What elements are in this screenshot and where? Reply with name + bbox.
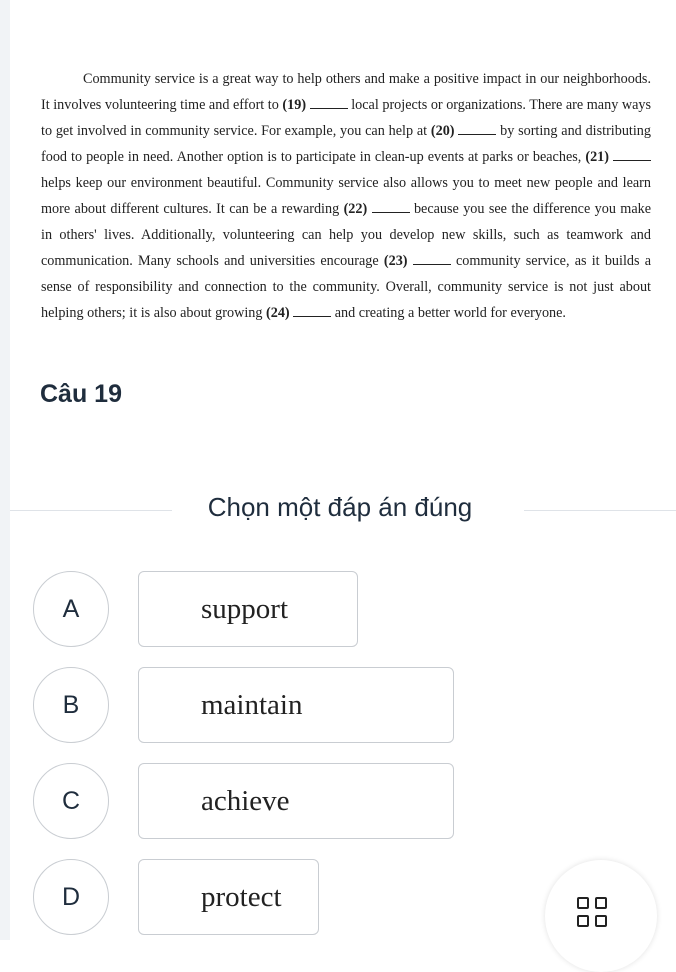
question-grid-button[interactable]	[545, 860, 657, 972]
option-a-button[interactable]: support	[138, 571, 358, 647]
blank-24	[293, 304, 331, 317]
option-c-button[interactable]: achieve	[138, 763, 454, 839]
option-b-button[interactable]: maintain	[138, 667, 454, 743]
reading-passage	[41, 66, 651, 326]
passage-text: community service, as it builds a sense of responsibility and connection to the community. Overall, community service is not just about helping others; it is also about growing	[41, 253, 652, 321]
passage-text: by sorting and distributing food to people in need. Another option is to participate in clean-up events at parks or beaches,	[41, 123, 651, 165]
blank-number-23: (23)	[383, 253, 408, 269]
blank-number-21: (21)	[585, 149, 609, 165]
instruction-text: Chọn một đáp án đúng	[207, 492, 473, 522]
blank-number-24: (24)	[266, 305, 290, 321]
option-d-letter[interactable]: D	[33, 859, 109, 935]
blank-number-20: (20)	[430, 123, 455, 139]
grid-icon	[577, 897, 613, 933]
option-d-button[interactable]: protect	[138, 859, 319, 935]
passage-text: helps keep our environment beautiful. Community service also allows you to meet new people and learn more about different cultures. It can be a rewarding	[41, 175, 651, 217]
question-title: Câu 19	[40, 380, 122, 408]
passage-text: local projects or organizations. There are many ways to get involved in community service. For example, you can help at	[41, 97, 652, 139]
passage-text: and creating a better world for everyone.	[331, 305, 566, 321]
blank-number-22: (22)	[343, 201, 368, 217]
blank-20	[458, 122, 496, 135]
left-strip	[0, 0, 10, 940]
blank-number-19: (19)	[282, 97, 307, 113]
option-a-letter[interactable]: A	[33, 571, 109, 647]
divider-left	[10, 510, 172, 511]
passage-text: because you see the difference you make in others' lives. Additionally, volunteering can help you develop new skills, such as teamwork and communication. Many schools and universities encourage	[41, 201, 652, 269]
option-c-letter[interactable]: C	[33, 763, 109, 839]
blank-23	[413, 252, 451, 265]
blank-19	[310, 96, 348, 109]
blank-21	[613, 148, 651, 161]
passage-text: Community service is a great way to help others and make a positive impact in our neighborhoods. It involves volunteering time and effort to	[41, 71, 651, 113]
blank-22	[372, 200, 410, 213]
divider-right	[524, 510, 676, 511]
option-b-letter[interactable]: B	[33, 667, 109, 743]
